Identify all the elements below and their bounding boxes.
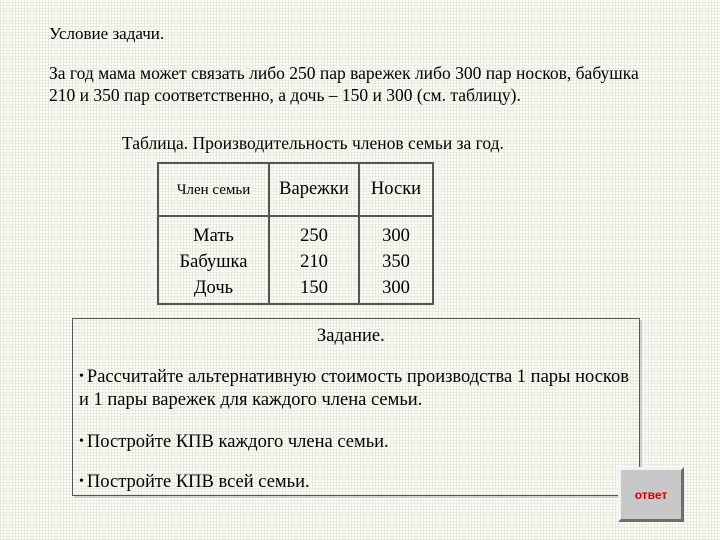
table-caption: Таблица. Производительность членов семьи за год. [122, 133, 504, 153]
cell-socks: 300 [359, 275, 433, 304]
table-header-row [158, 163, 433, 216]
task-box [72, 318, 640, 496]
table-row [158, 216, 433, 249]
page-heading: Условие задачи. [49, 24, 165, 43]
cell-socks: 300 [359, 216, 433, 249]
cell-member: Дочь [158, 275, 269, 304]
cell-member: Бабушка [158, 249, 269, 275]
task-item-text: Постройте КПВ всей семьи. [86, 472, 310, 492]
list-item [79, 470, 635, 494]
cell-member: Мать [158, 216, 269, 249]
task-item-text: Рассчитайте альтернативную стоимость производства 1 пары носков и 1 пары варежек для каждого члена семьи. [79, 367, 629, 410]
list-item [79, 430, 635, 454]
task-list [79, 365, 635, 512]
table-row [158, 249, 433, 275]
list-item [79, 365, 635, 412]
header-socks: Носки [359, 163, 433, 216]
problem-statement: За год мама может связать либо 250 пар варежек либо 300 пар носков, бабушка 210 и 350 пар соответственно, а дочь – 150 и 300 (см. таблицу). [49, 63, 639, 105]
task-item-text: Постройте КПВ каждого члена семьи. [86, 432, 389, 452]
answer-button[interactable] [618, 467, 684, 522]
productivity-table [157, 162, 434, 305]
task-title: Задание. [317, 326, 385, 346]
cell-mittens: 150 [269, 275, 359, 304]
bullet-icon: • [79, 474, 84, 489]
header-member: Член семьи [158, 163, 269, 216]
header-mittens: Варежки [269, 163, 359, 216]
cell-socks: 350 [359, 249, 433, 275]
bullet-icon: • [79, 369, 84, 384]
table-row [158, 275, 433, 304]
answer-button-label: ответ [634, 488, 668, 502]
cell-mittens: 210 [269, 249, 359, 275]
bullet-icon: • [79, 434, 84, 449]
cell-mittens: 250 [269, 216, 359, 249]
